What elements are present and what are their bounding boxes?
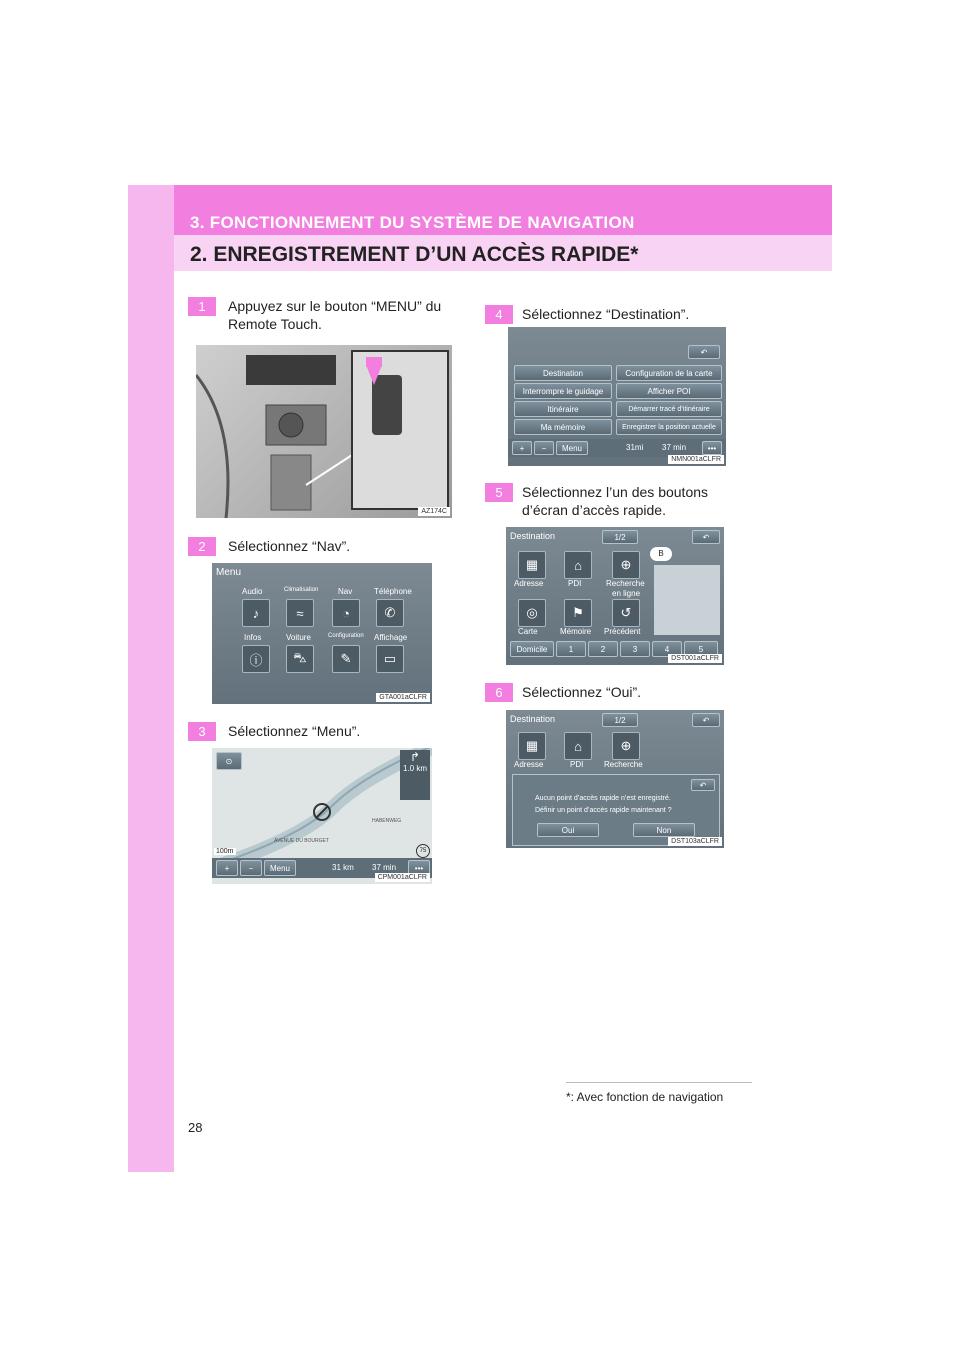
step-badge-2: 2 [188,537,216,556]
zoom-out-icon[interactable]: − [534,441,554,455]
label-memory: Mémoire [560,627,592,636]
turn-arrow-icon: ↱ [409,750,421,764]
step-2-text: Sélectionnez “Nav”. [228,538,351,554]
memory-flag-icon[interactable]: ⚑ [564,599,592,627]
dialog-message-2: Définir un point d’accès rapide maintenant ? [535,807,672,814]
map-config-button[interactable]: Configuration de la carte [616,365,722,381]
figure-destination-screen [506,527,724,665]
step-badge-5: 5 [485,483,513,502]
area-label: HABENWEG [372,818,402,824]
quick-access-1[interactable]: 1 [556,641,586,657]
quick-access-3[interactable]: 3 [620,641,650,657]
label-address: Adresse [514,579,544,588]
compass-button[interactable]: ⊙ [216,752,242,770]
step-1-text: Appuyez sur le bouton “MENU” du Remote Touch. [228,298,442,332]
audio-icon[interactable]: ♪ [242,599,270,627]
screen-title: Menu [216,567,242,578]
menu-label-nav: Nav [338,587,353,596]
previous-icon[interactable]: ↺ [612,599,640,627]
car-icon[interactable]: ⛍ [286,645,314,673]
step-3-text: Sélectionnez “Menu”. [228,723,361,739]
figure-code: NMN001aCLFR [668,455,724,464]
phone-icon[interactable]: ✆ [376,599,404,627]
step-4-text: Sélectionnez “Destination”. [522,306,690,322]
screen-title: Destination [510,714,556,724]
step-badge-3: 3 [188,722,216,741]
more-icon[interactable]: ••• [702,441,722,455]
more-icon[interactable]: ••• [408,860,430,876]
section-title: 3. FONCTIONNEMENT DU SYSTÈME DE NAVIGATION [190,213,635,232]
back-icon[interactable]: ↶ [692,713,720,727]
label-map: Carte [518,627,538,636]
dashboard-illustration [196,345,452,518]
poi-icon: ⌂ [564,732,592,760]
figure-map-screen [212,748,432,884]
map-scale: 100m [216,848,234,855]
save-position-button[interactable]: Enregistrer la position actuelle [616,419,722,435]
trip-time: 37 min [662,443,687,452]
show-poi-button[interactable]: Afficher POI [616,383,722,399]
label-poi: PDI [568,579,582,588]
figure-code: DST001aCLFR [668,654,722,663]
menu-button[interactable]: Menu [556,441,588,455]
dialog-message-1: Aucun point d’accès rapide n’est enregistré. [535,795,671,802]
address-icon[interactable]: ▦ [518,551,546,579]
menu-label-climate: Climatisation [284,587,319,593]
memory-button[interactable]: Ma mémoire [514,419,612,435]
route-button[interactable]: Itinéraire [514,401,612,417]
label-previous: Précédent [604,627,641,636]
page-number: 28 [188,1120,203,1135]
destination-button[interactable]: Destination [514,365,612,381]
menu-label-display: Affichage [374,633,408,642]
footnote: *: Avec fonction de navigation [566,1090,724,1104]
figure-remote-touch [196,345,452,518]
dialog-back-icon[interactable]: ↶ [691,779,715,791]
menu-label-car: Voiture [286,633,311,642]
menu-button[interactable]: Menu [264,860,296,876]
back-icon[interactable]: ↶ [688,345,720,359]
climate-icon[interactable]: ≈ [286,599,314,627]
step-badge-1: 1 [188,297,216,316]
zoom-out-icon[interactable]: − [240,860,262,876]
address-icon: ▦ [518,732,546,760]
turn-panel [400,750,430,800]
online-search-icon: ⊕ [612,732,640,760]
trip-distance: 31mi [626,443,644,452]
next-turn-distance: 1.0 [402,764,415,773]
step-5-text: Sélectionnez l’un des boutons d’écran d’accès rapide. [522,484,709,518]
stop-guidance-button[interactable]: Interrompre le guidage [514,383,612,399]
poi-icon[interactable]: ⌂ [564,551,592,579]
map-icon[interactable]: ◎ [518,599,546,627]
quick-access-5[interactable]: 5 [684,641,718,657]
figure-code: CPM001aCLFR [375,873,430,882]
home-button[interactable]: Domicile [510,641,554,657]
label-poi: PDI [570,760,584,769]
quick-access-4[interactable]: 4 [652,641,682,657]
trip-distance: 31 km [332,863,354,872]
no-button[interactable]: Non [633,823,695,837]
setup-icon[interactable]: ✎ [332,645,360,673]
chapter-title: 2. ENREGISTREMENT D’UN ACCÈS RAPIDE* [190,243,639,266]
online-search-icon[interactable]: ⊕ [612,551,640,579]
zoom-in-icon[interactable]: + [216,860,238,876]
zoom-in-icon[interactable]: + [512,441,532,455]
figure-code: AZ174C [418,507,450,516]
step-badge-4: 4 [485,305,513,324]
page-indicator[interactable]: 1/2 [602,530,638,544]
route-marker: 75 [416,844,430,858]
figure-nav-menu [508,327,726,466]
trip-time: 37 min [372,863,397,872]
street-label: AVENUE DU BOURGET [274,838,329,844]
menu-label-setup: Configuration [328,633,364,639]
step-badge-6: 6 [485,683,513,702]
start-route-trace-button[interactable]: Démarrer tracé d’itinéraire [616,401,722,417]
footnote-rule [566,1082,752,1083]
screen-title: Destination [510,531,556,541]
figure-confirm-screen [506,710,724,848]
menu-label-info: Infos [244,633,262,642]
label-address: Adresse [514,760,544,769]
figure-code: DST103aCLFR [668,837,722,846]
menu-label-audio: Audio [242,587,263,596]
figure-code: GTA001aCLFR [376,693,430,702]
nav-icon[interactable]: ◔ [332,599,360,627]
label-online: en ligne [612,589,641,598]
side-tab [128,185,174,1172]
map-marker: B [650,547,672,561]
menu-label-phone: Téléphone [374,587,412,596]
page-indicator[interactable]: 1/2 [602,713,638,727]
yes-button[interactable]: Oui [537,823,599,837]
label-search: Recherche [604,760,643,769]
step-6-text: Sélectionnez “Oui”. [522,684,642,700]
europe-map [654,565,720,635]
confirm-dialog [512,774,720,846]
back-icon[interactable]: ↶ [692,530,720,544]
display-icon[interactable]: ▭ [376,645,404,673]
info-icon[interactable]: ⓘ [242,645,270,673]
figure-menu-screen [212,563,432,704]
label-search: Recherche [606,579,645,588]
next-turn-unit: km [416,764,428,773]
quick-access-2[interactable]: 2 [588,641,618,657]
